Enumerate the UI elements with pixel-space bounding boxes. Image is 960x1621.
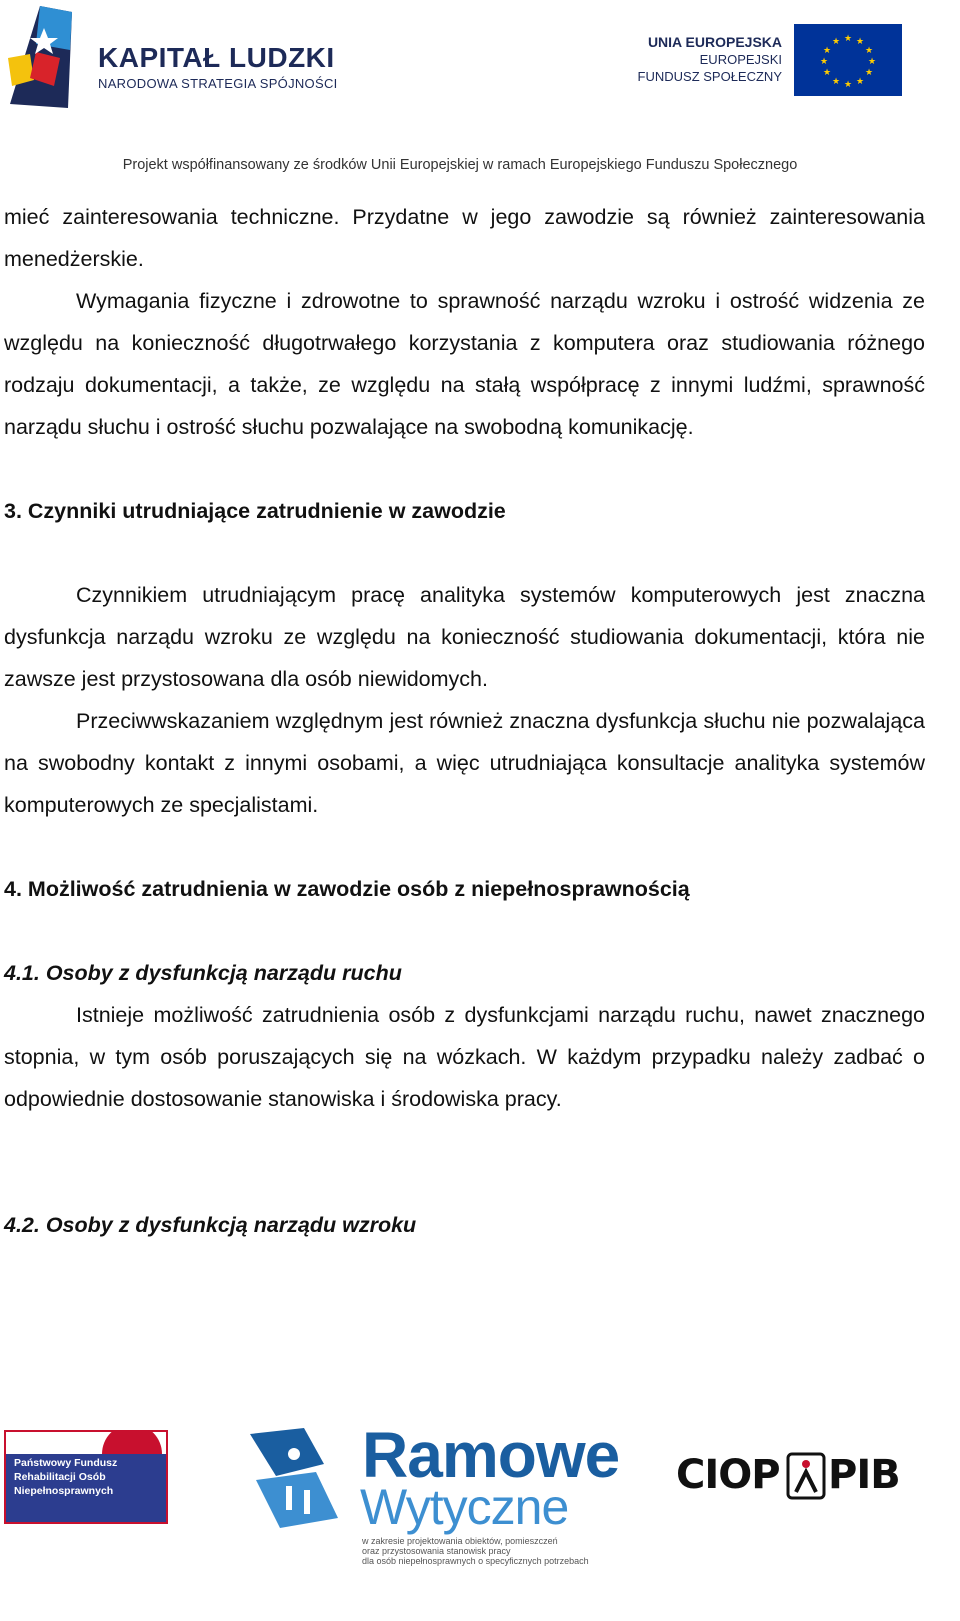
section-heading-4-1: 4.1. Osoby z dysfunkcją narządu ruchu <box>4 961 402 985</box>
ramowe-subtitle <box>362 1536 589 1566</box>
kapital-ludzki-title: KAPITAŁ LUDZKI <box>98 42 335 73</box>
svg-text:★: ★ <box>864 46 874 56</box>
eu-label-line2: EUROPEJSKI <box>699 52 782 67</box>
section-heading-4-2: 4.2. Osoby z dysfunkcją narządu wzroku <box>4 1213 417 1237</box>
pib-logo-text: PIB <box>828 1452 900 1498</box>
wytyczne-title: Wytyczne <box>360 1479 569 1535</box>
section-heading-3: 3. Czynniki utrudniające zatrudnienie w zawodzie <box>4 499 506 523</box>
ramowe-emblem-bottom-icon <box>256 1472 338 1528</box>
svg-text:★: ★ <box>867 57 877 67</box>
ramowe-subtitle-line3: dla osób niepełnosprawnych o specyficznych potrzebach <box>362 1556 589 1566</box>
eu-label-line1: UNIA EUROPEJSKA <box>647 34 782 50</box>
ramowe-subtitle-line2: oraz przystosowania stanowisk pracy <box>362 1546 511 1556</box>
pfron-label-line1: Państwowy Fundusz <box>14 1457 118 1469</box>
pfron-label-line2: Rehabilitacji Osób <box>14 1471 106 1483</box>
ciop-person-icon <box>786 1452 826 1500</box>
section-heading-4: 4. Możliwość zatrudnienia w zawodzie osób z niepełnosprawnością <box>4 877 690 901</box>
svg-text:★: ★ <box>819 57 829 67</box>
svg-text:★: ★ <box>864 68 874 78</box>
paragraph-hindering-factors: Czynnikiem utrudniającym pracę analityka systemów komputerowych jest znaczna dysfunkcja narządu wzroku ze względu na konieczność studiowania dokumentacji, która nie zawsze jest przystosowana dla osób niewidomych. <box>4 583 925 691</box>
eu-flag-icon <box>794 24 902 96</box>
paragraph-motor-dysfunction: Istnieje możliwość zatrudnienia osób z dysfunkcjami narządu ruchu, nawet znacznego stopnia, w tym osób poruszających się na wózkach. W każdym przypadku należy zadbać o odpowiednie dostosowanie stanowiska i środowiska pracy. <box>4 1003 925 1111</box>
paragraph-physical-requirements: Wymagania fizyczne i zdrowotne to sprawność narządu wzroku i ostrość widzenia ze względu na konieczność długotrwałego korzystania z komputera oraz studiowania różnego rodzaju dokumentacji, a także, ze względu na stałą współpracę z innymi ludźmi, sprawność narządu słuchu i ostrość słuchu pozwalające na swobodną komunikację. <box>4 289 925 439</box>
ramowe-subtitle-line1: w zakresie projektowania obiektów, pomieszczeń <box>362 1536 558 1546</box>
kapital-ludzki-subtitle: NARODOWA STRATEGIA SPÓJNOŚCI <box>98 76 338 91</box>
svg-text:★: ★ <box>843 34 853 44</box>
document-body <box>4 196 925 1246</box>
ciop-logo-text: CIOP <box>676 1452 780 1498</box>
pfron-label <box>14 1456 117 1498</box>
paragraph-interests: mieć zainteresowania techniczne. Przydatne w jego zawodzie są również zainteresowania menedżerskie. <box>4 205 925 271</box>
svg-text:★: ★ <box>855 77 865 87</box>
eu-fund-label <box>638 34 782 85</box>
pfron-logo <box>4 1430 168 1524</box>
ramowe-title: Ramowe <box>362 1419 620 1491</box>
svg-text:★: ★ <box>822 68 832 78</box>
project-cofinancing-note: Projekt współfinansowany ze środków Unii Europejskiej w ramach Europejskiego Funduszu Społecznego <box>122 157 798 173</box>
pfron-label-line3: Niepełnosprawnych <box>14 1485 114 1497</box>
ramowe-emblem-top-icon <box>250 1428 324 1476</box>
svg-text:★: ★ <box>831 77 841 87</box>
svg-text:★: ★ <box>831 37 841 47</box>
paragraph-contraindication: Przeciwwskazaniem względnym jest również znaczna dysfunkcja słuchu nie pozwalająca na swobodny kontakt z innymi osobami, a więc utrudniająca konsultacje analityka systemów komputerowych ze specjalistami. <box>4 709 925 817</box>
svg-text:★: ★ <box>822 46 832 56</box>
svg-text:★: ★ <box>855 37 865 47</box>
eu-label-line3: FUNDUSZ SPOŁECZNY <box>637 69 782 84</box>
svg-text:★: ★ <box>843 80 853 90</box>
